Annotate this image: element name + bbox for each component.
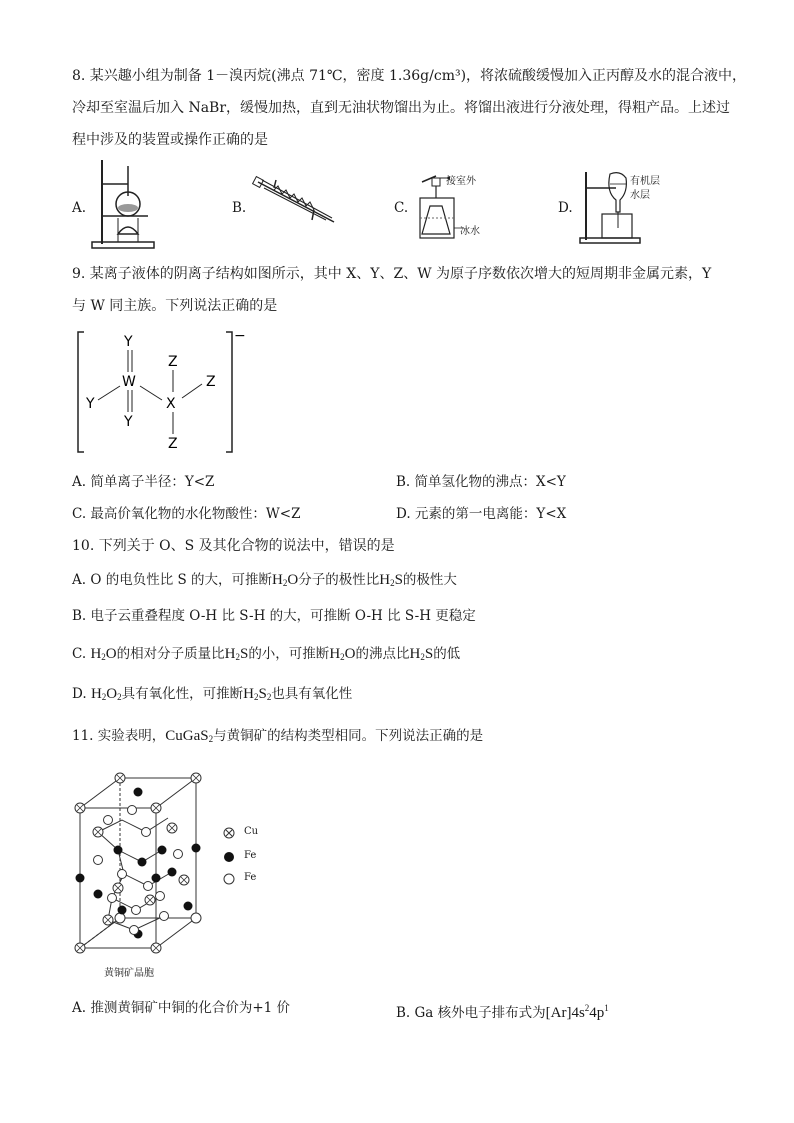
legend-cu-label: Cu xyxy=(244,826,259,837)
chalcopyrite-unit-cell-figure xyxy=(68,770,218,960)
q10-option-d: D. $H_2O_2$具有氧化性，可推断$H_2S_2$也具有氧化性 xyxy=(72,686,353,702)
unit-cell-caption: 黄铜矿晶胞 xyxy=(104,968,154,979)
q8-option-d-label: D. xyxy=(558,200,573,216)
anion-structure-figure xyxy=(74,328,244,456)
q9-option-b: B. 简单氢化物的沸点：X<Y xyxy=(396,474,566,490)
q10-option-b: B. 电子云重叠程度 O-H 比 S-H 的大，可推断 O-H 比 S-H 更稳定 xyxy=(72,608,476,624)
q11-stem: 11. 实验表明，CuGaS$_2$与黄铜矿的结构类型相同。下列说法正确的是 xyxy=(72,728,484,744)
label-water-layer: 水层 xyxy=(630,190,650,201)
label-vent-outside: 接室外 xyxy=(446,176,476,187)
atom-z-right: Z xyxy=(206,374,216,390)
atom-x: X xyxy=(166,396,176,412)
q9-option-a: A. 简单离子半径：Y<Z xyxy=(72,474,215,490)
anion-charge: − xyxy=(234,328,246,344)
atom-w: W xyxy=(122,374,136,390)
q8-line-1: 8. 某兴趣小组为制备 1－溴丙烷(沸点 71℃，密度 1.36g/cm³)，将浓硫酸缓慢加入正丙醇及水的混合液中， xyxy=(72,68,747,84)
condenser-figure xyxy=(254,176,338,228)
legend-fe-open-label: Fe xyxy=(244,872,257,883)
legend-fe-solid-label: Fe xyxy=(244,850,257,861)
q8-option-b-label: B. xyxy=(232,200,247,216)
q9-line-1: 9. 某离子液体的阴离子结构如图所示，其中 X、Y、Z、W 为原子序数依次增大的短周期非金属元素，Y xyxy=(72,266,712,282)
label-ice-water: 冰水 xyxy=(460,226,480,237)
q10-option-a: A. O 的电负性比 S 的大，可推断$H_2O$分子的极性比$H_2S$的极性大 xyxy=(72,572,457,588)
atom-z-top: Z xyxy=(168,354,178,370)
atom-y-bottom: Y xyxy=(124,414,133,430)
distillation-apparatus-figure xyxy=(88,156,160,252)
atom-y-top: Y xyxy=(124,334,133,350)
q11-option-b: B. Ga 核外电子排布式为$[Ar]4s^24p^1$ xyxy=(396,1003,609,1021)
q8-line-2: 冷却至室温后加入 NaBr，缓慢加热，直到无油状物馏出为止。将馏出液进行分液处理，得粗产品。上述过 xyxy=(72,100,731,116)
q10-stem: 10. 下列关于 O、S 及其化合物的说法中，错误的是 xyxy=(72,538,395,554)
atom-y-left: Y xyxy=(86,396,95,412)
label-organic-layer: 有机层 xyxy=(630,176,660,187)
q9-option-c: C. 最高价氧化物的水化物酸性：W<Z xyxy=(72,506,301,522)
atom-z-bottom: Z xyxy=(168,436,178,452)
q8-option-a-label: A. xyxy=(72,200,87,216)
q8-line-3: 程中涉及的装置或操作正确的是 xyxy=(72,132,268,148)
legend-fe-open-symbol xyxy=(222,872,236,886)
q11-option-a: A. 推测黄铜矿中铜的化合价为+1 价 xyxy=(72,1000,291,1016)
q8-option-c-label: C. xyxy=(394,200,409,216)
q9-line-2: 与 W 同主族。下列说法正确的是 xyxy=(72,298,278,314)
q10-option-c: C. $H_2O$的相对分子质量比$H_2S$的小，可推断$H_2O$的沸点比$H_2S$的低 xyxy=(72,646,461,662)
legend-fe-solid-symbol xyxy=(222,850,236,864)
q9-option-d: D. 元素的第一电离能：Y<X xyxy=(396,506,567,522)
legend-cu-symbol xyxy=(222,826,236,840)
